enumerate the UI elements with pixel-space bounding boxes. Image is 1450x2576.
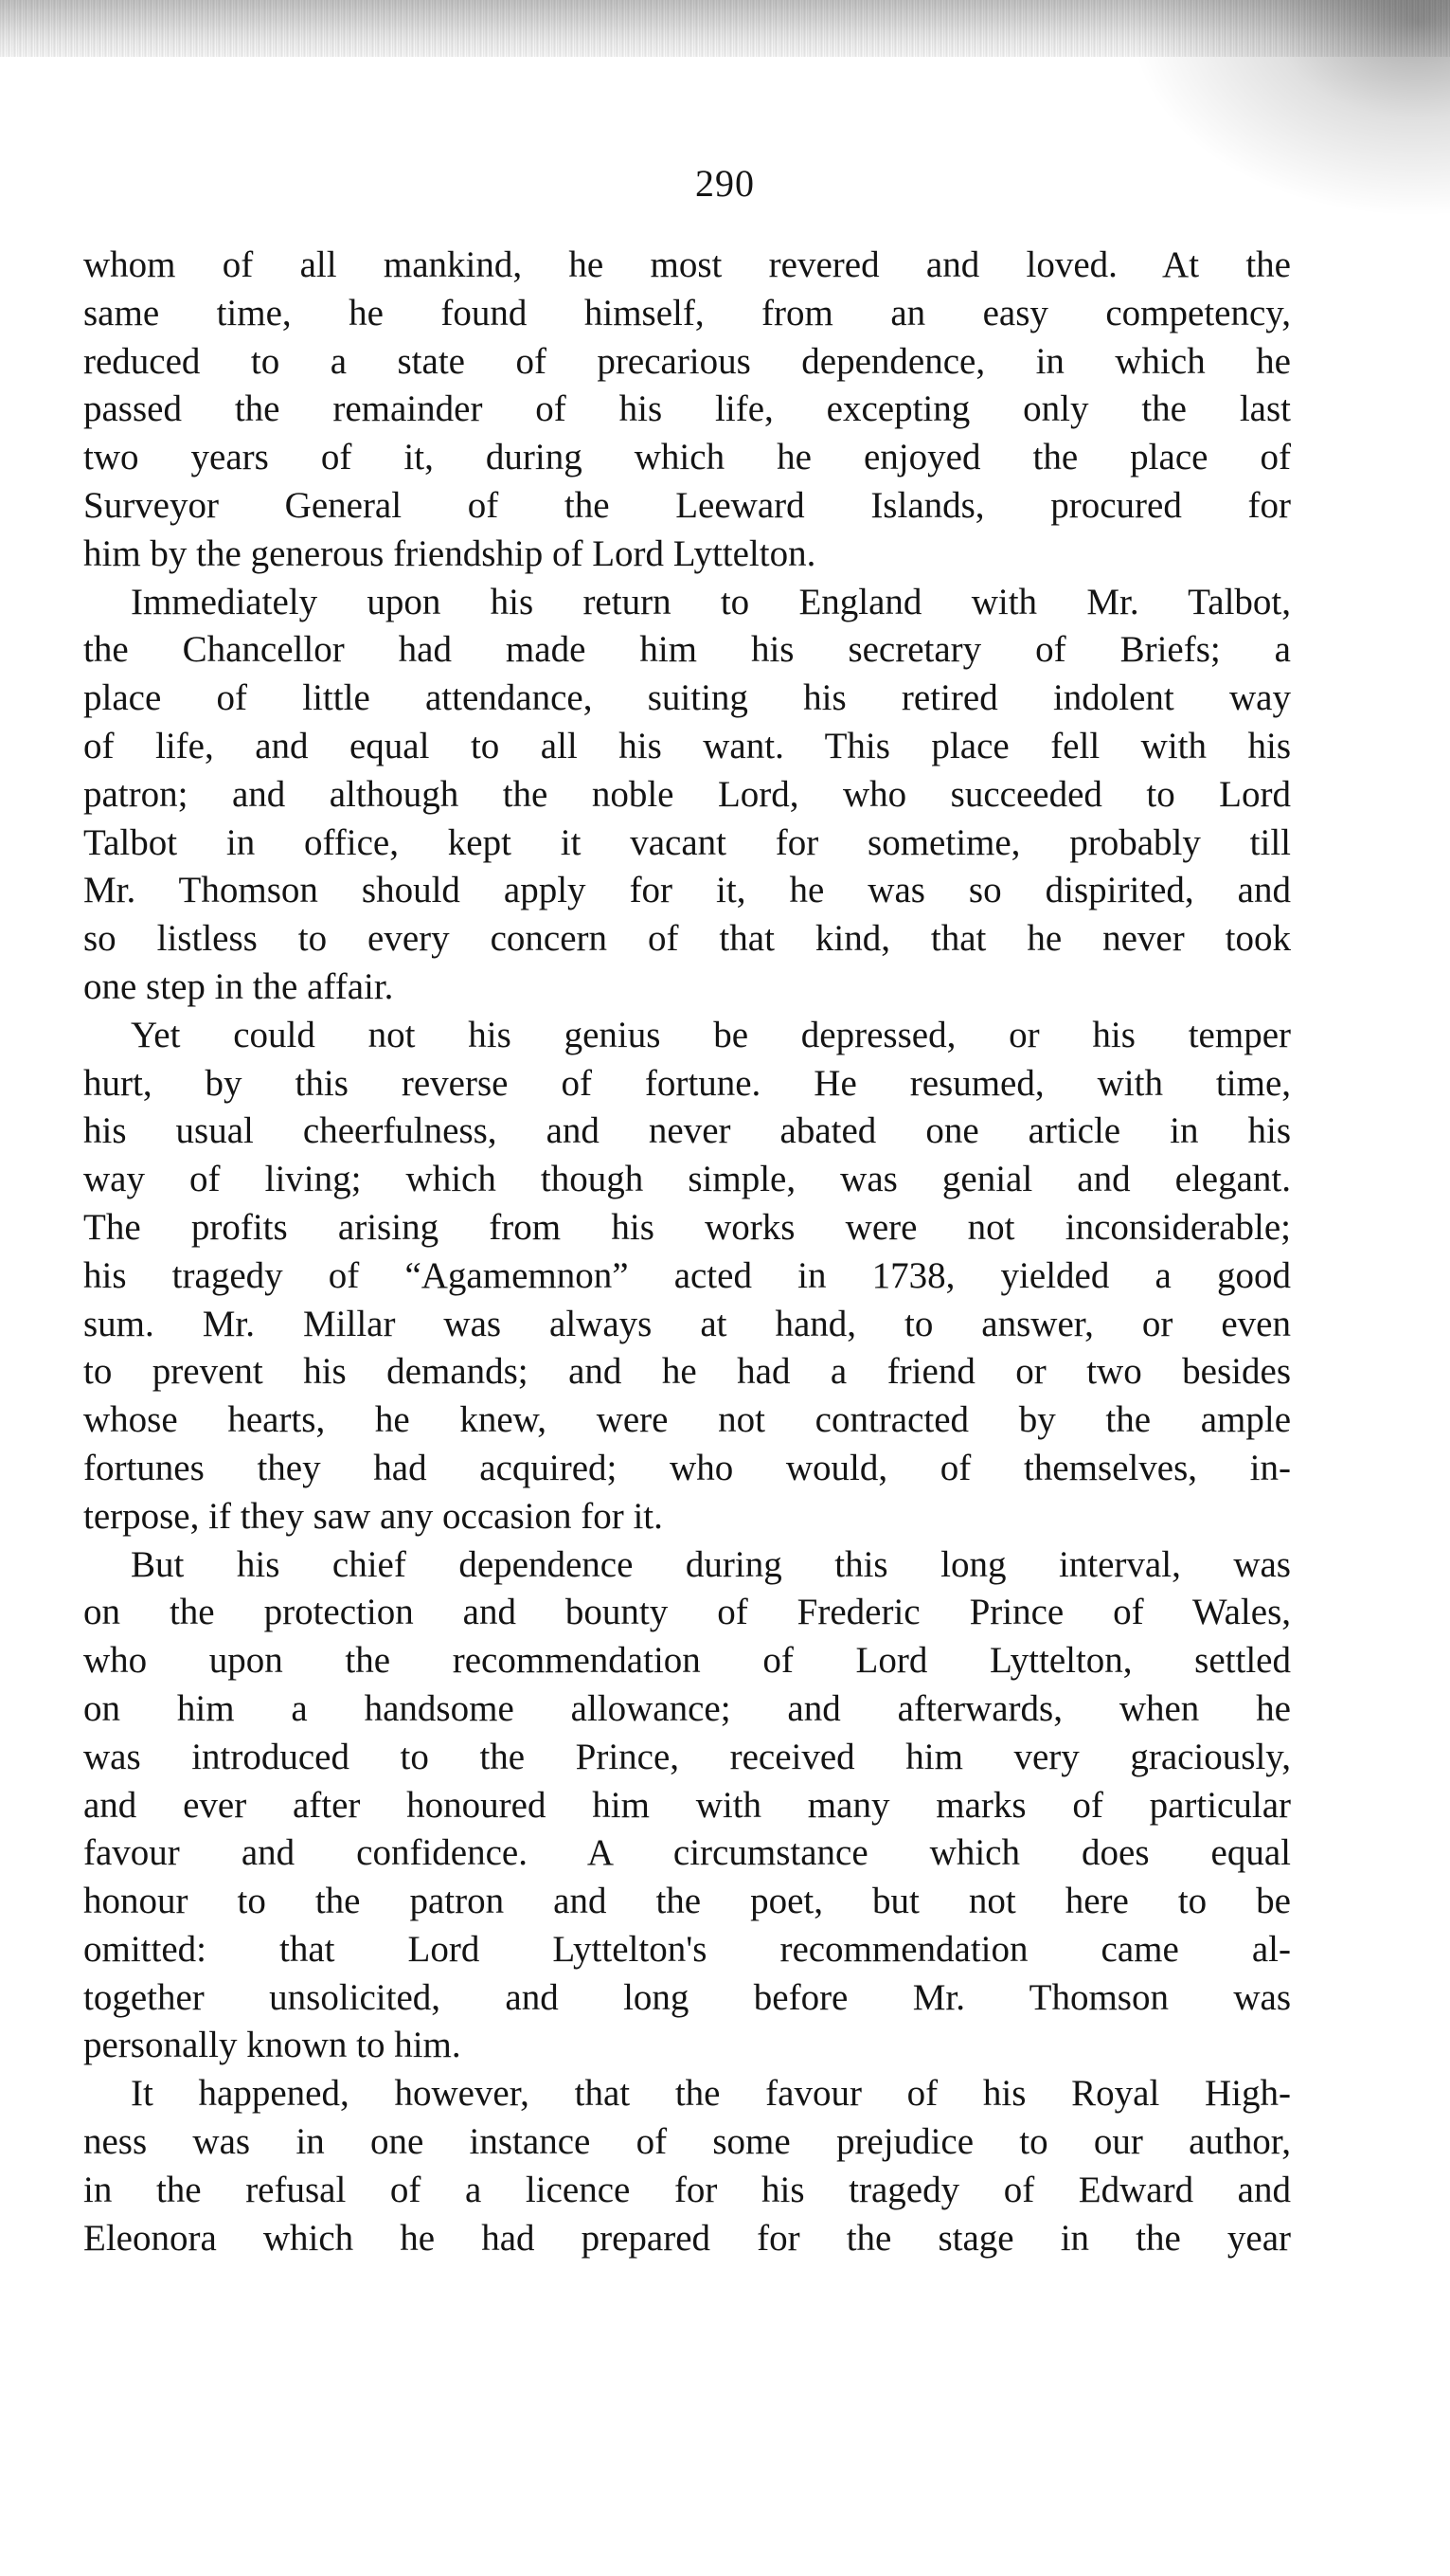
text-line: hurt, by this reverse of fortune. He resumed, with time, xyxy=(83,1062,1291,1104)
text-line: sum. Mr. Millar was always at hand, to answer, or even xyxy=(83,1303,1291,1344)
text-line: of life, and equal to all his want. This place fell with his xyxy=(83,725,1291,766)
text-line: same time, he found himself, from an easy competency, xyxy=(83,292,1291,333)
text-line: patron; and although the noble Lord, who succeeded to Lord xyxy=(83,773,1291,815)
text-line: It happened, however, that the favour of his Royal High- xyxy=(131,2073,1291,2115)
text-line: him by the generous friendship of Lord Lyttelton. xyxy=(83,532,816,574)
text-line: way of living; which though simple, was genial and elegant. xyxy=(83,1159,1291,1200)
text-line: Yet could not his genius be depressed, or his temper xyxy=(131,1014,1291,1055)
text-line: passed the remainder of his life, excepting only the last xyxy=(83,388,1291,430)
paragraph-2 xyxy=(83,579,1291,1012)
paragraph-3 xyxy=(83,1012,1291,1541)
text-line: The profits arising from his works were not inconsiderable; xyxy=(83,1206,1291,1248)
text-line: whose hearts, he knew, were not contracted by the ample xyxy=(83,1399,1291,1441)
body-text xyxy=(83,242,1291,2262)
text-line: on him a handsome allowance; and afterwards, when he xyxy=(83,1687,1291,1729)
text-line: terpose, if they saw any occasion for it. xyxy=(83,1495,663,1537)
text-line: whom of all mankind, he most revered and loved. At the xyxy=(83,244,1291,285)
text-line: Talbot in office, kept it vacant for sometime, probably till xyxy=(83,821,1291,863)
paragraph-1 xyxy=(83,242,1291,579)
text-line: in the refusal of a licence for his tragedy of Edward and xyxy=(83,2169,1291,2210)
paragraph-4 xyxy=(83,1541,1291,2071)
text-line: two years of it, during which he enjoyed the place of xyxy=(83,437,1291,478)
text-line: was introduced to the Prince, received him very graciously, xyxy=(83,1736,1291,1777)
text-line: fortunes they had acquired; who would, of themselves, in- xyxy=(83,1447,1291,1488)
text-line: But his chief dependence during this long interval, was xyxy=(131,1543,1291,1585)
text-line: personally known to him. xyxy=(83,2025,461,2066)
text-line: together unsolicited, and long before Mr. Thomson was xyxy=(83,1976,1291,2018)
text-line: the Chancellor had made him his secretary of Briefs; a xyxy=(83,629,1291,671)
text-line: honour to the patron and the poet, but not here to be xyxy=(83,1881,1291,1922)
text-line: on the protection and bounty of Frederic Prince of Wales, xyxy=(83,1592,1291,1633)
text-line: Mr. Thomson should apply for it, he was so dispirited, and xyxy=(83,870,1291,911)
text-line: and ever after honoured him with many marks of particular xyxy=(83,1784,1291,1826)
text-line: Immediately upon his return to England with Mr. Talbot, xyxy=(131,581,1291,622)
text-line: to prevent his demands; and he had a friend or two besides xyxy=(83,1351,1291,1393)
page-number: 290 xyxy=(695,162,755,205)
text-line: Surveyor General of the Leeward Islands, procured for xyxy=(83,484,1291,526)
text-line: place of little attendance, suiting his retired indolent way xyxy=(83,677,1291,719)
text-line: his tragedy of “Agamemnon” acted in 1738, yielded a good xyxy=(83,1254,1291,1296)
paragraph-5 xyxy=(83,2070,1291,2262)
text-line: one step in the affair. xyxy=(83,965,394,1007)
text-line: who upon the recommendation of Lord Lyttelton, settled xyxy=(83,1640,1291,1682)
text-line: ness was in one instance of some prejudice to our author, xyxy=(83,2121,1291,2163)
text-line: favour and confidence. A circumstance which does equal xyxy=(83,1832,1291,1874)
text-line: Eleonora which he had prepared for the stage in the year xyxy=(83,2217,1291,2259)
text-line: reduced to a state of precarious dependence, in which he xyxy=(83,340,1291,382)
text-line: omitted: that Lord Lyttelton's recommendation came al- xyxy=(83,1928,1291,1970)
text-line: so listless to every concern of that kind, that he never took xyxy=(83,918,1291,960)
text-line: his usual cheerfulness, and never abated one article in his xyxy=(83,1110,1291,1152)
